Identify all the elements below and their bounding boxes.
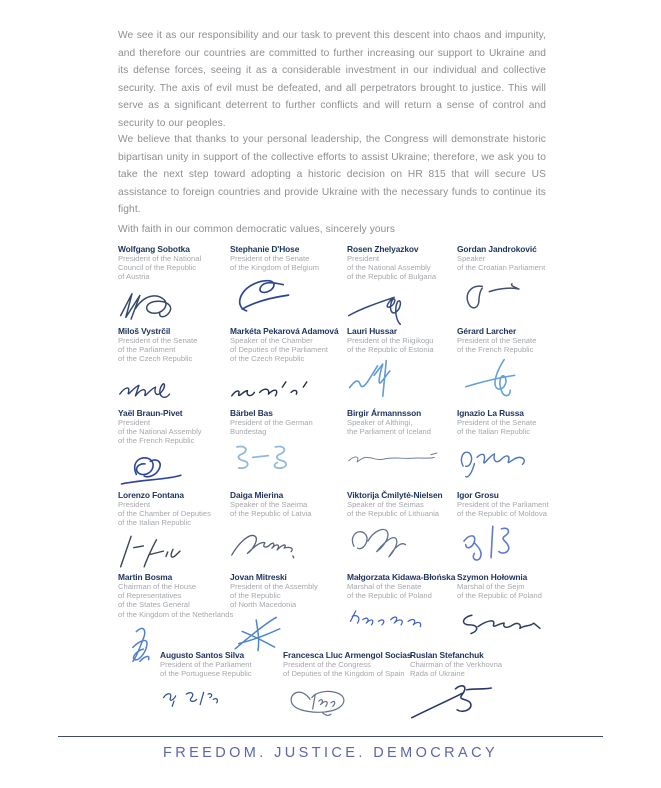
signer-title-line: of the French Republic	[118, 436, 195, 446]
signer-block	[118, 572, 234, 654]
signer-title-line: Council of the Republic	[118, 263, 197, 273]
signers-bottom-row	[160, 650, 540, 723]
signer-block	[347, 244, 457, 326]
signer-name: Martin Bosma	[118, 572, 173, 582]
signature	[347, 439, 443, 481]
signer-title-line: of the Republic of Poland	[457, 591, 542, 601]
signer-name: Lorenzo Fontana	[118, 490, 184, 500]
signer-title-line: Chairman of the Verkhovna	[410, 660, 503, 669]
signer-title-line: of the Republic	[230, 591, 281, 601]
letter-paragraph-2: We believe that thanks to your personal leadership, the Congress will demonstrate historic bipartisan unity in support of the collective efforts to assist Ukraine; therefore, we ask you to take the next step toward adopting a historic decision on HR 815 that will secure US assistance to foreign countries and provide Ukraine with the necessary funds to continue its fight.	[118, 134, 546, 215]
signer-title-line: of the French Republic	[457, 345, 534, 355]
signer-title-line: of the Czech Republic	[118, 354, 193, 364]
signer-title-line: President	[118, 500, 151, 509]
signer-name: Szymon Hołownia	[457, 572, 528, 582]
signature	[230, 521, 326, 563]
signer-title-line: Speaker of the Seimas	[347, 500, 424, 509]
signer-title-line: of Austria	[118, 272, 150, 282]
signature	[347, 521, 443, 563]
signer-title-line: of Deputies of the Kingdom of Spain	[283, 669, 405, 679]
signer-name: Jovan Mitreski	[230, 572, 287, 582]
signer-title-line: Chairman of the House	[118, 582, 197, 591]
signature	[457, 357, 553, 399]
signer-title-line: of the Kingdom of the Netherlands	[118, 609, 234, 619]
signer-name: Bärbel Bas	[230, 408, 273, 418]
signer-title-line: President of the Senate	[457, 418, 537, 427]
signer-title-line: President of the Riigikogu	[347, 336, 434, 345]
signer-block	[457, 326, 558, 408]
signer-block	[118, 326, 230, 408]
signer-title-line: President of the Parliament	[160, 660, 252, 669]
signer-title-line: of the Republic of Estonia	[347, 345, 434, 355]
signer-block	[457, 244, 558, 326]
signer-title-line: of Deputies of the Parliament	[230, 345, 328, 355]
signature	[410, 681, 506, 723]
signer-title-line: of the National Assembly	[347, 263, 431, 273]
signer-block	[457, 408, 558, 490]
signer-title-line: President	[347, 254, 380, 263]
signer-title-line: President of the Congress	[283, 660, 371, 669]
signer-title-line: President of the Senate	[230, 254, 310, 263]
signer-title-line: President of the National	[118, 254, 202, 263]
signer-block	[230, 490, 347, 572]
signer-title-line: of the States General	[118, 600, 190, 610]
signature	[457, 521, 553, 563]
signer-title-line: Marshal of the Senate	[347, 582, 422, 591]
footer-motto: FREEDOM. JUSTICE. DEMOCRACY	[162, 745, 499, 761]
signer-block	[410, 650, 540, 723]
signer-title-line: of the Republic of Bulgaria	[347, 272, 437, 282]
letter-closing-line: With faith in our common democratic values, sincerely yours	[118, 224, 396, 235]
signer-title-line: President of the Parliament	[457, 500, 549, 509]
signer-name: Ignazio La Russa	[457, 408, 524, 418]
signer-name: Lauri Hussar	[347, 326, 397, 336]
signer-title-line: President of the Assembly	[230, 582, 318, 591]
signer-title-line: Speaker	[457, 254, 486, 263]
signer-title-line: of the Italian Republic	[118, 518, 192, 528]
signer-title-line: Marshal of the Sejm	[457, 582, 525, 591]
signer-name: Gérard Larcher	[457, 326, 517, 336]
signers-grid	[118, 244, 558, 654]
signer-title-line: of the Chamber of Deputies	[118, 509, 211, 519]
signer-title-line: of the Republic of Moldova	[457, 509, 547, 519]
signer-block	[118, 408, 230, 490]
signature	[283, 681, 379, 723]
signature	[230, 613, 326, 655]
signer-block	[230, 572, 347, 654]
signer-title-line: of the Parliament	[118, 345, 176, 355]
signer-block	[230, 408, 347, 490]
signer-title-line: President of the German	[230, 418, 313, 427]
signer-name: Daiga Mierina	[230, 490, 284, 500]
signer-block	[347, 408, 457, 490]
signer-title-line: of the Republic of Lithuania	[347, 509, 440, 519]
signer-title-line: of the Croatian Parliament	[457, 263, 546, 273]
signer-name: Yaël Braun-Pivet	[118, 408, 183, 418]
signer-block	[347, 572, 457, 654]
signer-title-line: of the Portuguese Republic	[160, 669, 252, 679]
signature	[457, 603, 553, 645]
signer-name: Miloš Vystrčil	[118, 326, 171, 336]
signer-title-line: of Representatives	[118, 591, 182, 601]
signer-block	[160, 650, 283, 723]
signer-block	[283, 650, 410, 723]
signer-block	[230, 326, 347, 408]
signer-title-line: of the Italian Republic	[457, 427, 531, 437]
signer-title-line: the Parliament of Iceland	[347, 427, 432, 437]
signer-title-line: President of the Senate	[457, 336, 537, 345]
signature	[230, 439, 326, 481]
signer-block	[118, 244, 230, 326]
signer-name: Rosen Zhelyazkov	[347, 244, 419, 254]
signer-title-line: Speaker of the Chamber	[230, 336, 313, 345]
signature	[160, 681, 256, 723]
signer-title-line: of the Kingdom of Belgium	[230, 263, 320, 273]
signer-title-line: of the Republic of Poland	[347, 591, 432, 601]
signer-name: Stephanie D'Hose	[230, 244, 300, 254]
signer-title-line: Rada of Ukraine	[410, 669, 465, 679]
signature	[347, 357, 443, 399]
signature	[457, 439, 553, 481]
signature	[118, 285, 214, 327]
signature	[230, 275, 326, 317]
signature	[118, 449, 214, 491]
signer-name: Birgir Ármannsson	[347, 408, 422, 418]
signer-name: Gordan Jandroković	[457, 244, 537, 254]
signer-title-line: of the Czech Republic	[230, 354, 305, 364]
signer-block	[118, 490, 230, 572]
signature	[118, 531, 214, 573]
signer-name: Viktorija Čmilytė-Nielsen	[347, 490, 443, 500]
signer-name: Wolfgang Sobotka	[118, 244, 190, 254]
signer-block	[347, 326, 457, 408]
signer-title-line: of the Republic of Latvia	[230, 509, 312, 519]
signer-block	[347, 490, 457, 572]
signature	[230, 367, 326, 409]
signature	[347, 285, 443, 327]
signer-name: Igor Grosu	[457, 490, 499, 500]
signer-title-line: Bundestag	[230, 427, 267, 437]
signer-name: Markéta Pekarová Adamová	[230, 326, 339, 336]
signer-title-line: President of the Senate	[118, 336, 198, 345]
signer-name: Ruslan Stefanchuk	[410, 650, 484, 660]
signer-name: Francesca Lluc Armengol Socias	[283, 650, 412, 660]
letter-paragraph-1: We see it as our responsibility and our task to prevent this descent into chaos and impunity, and therefore our countries are committed to further increasing our support to Ukraine and its defense forces, seeing it as a considerable investment in our individual and collective security. The axis of evil must be defeated, and all perpetrators brought to justice. This will serve as a significant deterrent to further conflicts and will return a sense of control and security to our peoples.	[118, 30, 546, 129]
signer-title-line: of the National Assembly	[118, 427, 202, 437]
signer-name: Augusto Santos Silva	[160, 650, 245, 660]
signature	[457, 275, 553, 317]
signer-title-line: Speaker of Althingi,	[347, 418, 413, 427]
signer-title-line: Speaker of the Saeima	[230, 500, 308, 509]
signer-title-line: of North Macedonia	[230, 600, 297, 610]
signer-title-line: President	[118, 418, 151, 427]
signer-name: Małgorzata Kidawa-Błońska	[347, 572, 456, 582]
signature	[347, 603, 443, 645]
signer-block	[457, 490, 558, 572]
signer-block	[230, 244, 347, 326]
signer-block	[457, 572, 558, 654]
signature	[118, 367, 214, 409]
footer-divider	[58, 736, 603, 737]
